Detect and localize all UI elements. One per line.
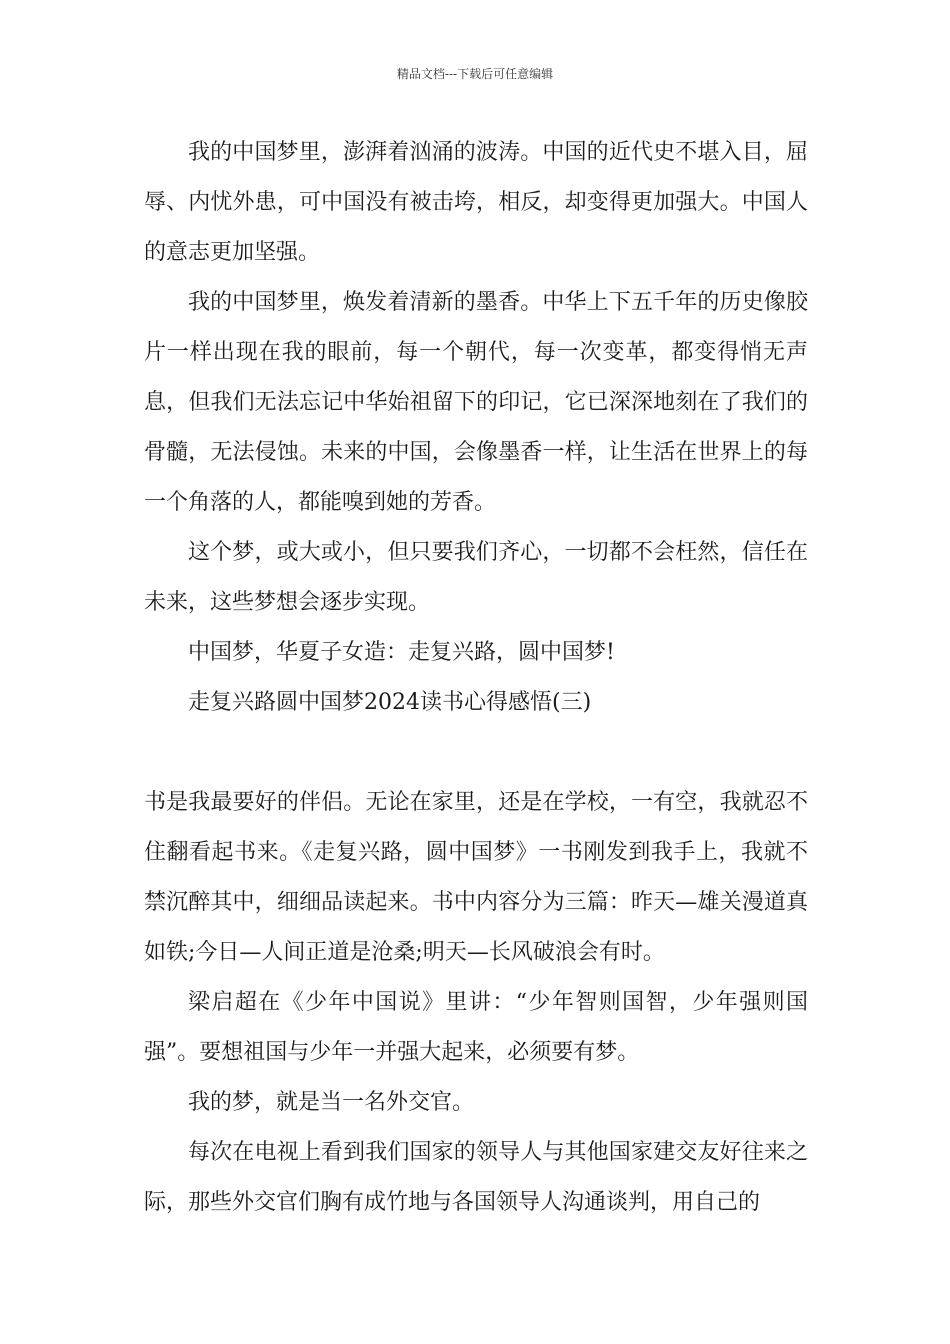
paragraph: 中国梦，华夏子女造：走复兴路，圆中国梦! (188, 640, 615, 665)
document-body (144, 128, 808, 1228)
paragraph: 我的梦，就是当一名外交官。 (188, 1090, 475, 1115)
paragraph: 我的中国梦里，澎湃着汹涌的波涛。中国的近代史不堪入目，屈辱、内忧外患，可中国没有被击垮，相反，却变得更加强大。中国人的意志更加坚强。 (144, 140, 808, 265)
paragraph: 这个梦，或大或小，但只要我们齐心，一切都不会枉然，信任在未来，这些梦想会逐步实现。 (144, 540, 808, 615)
paragraph: 每次在电视上看到我们国家的领导人与其他国家建交友好往来之际，那些外交官们胸有成竹地与各国领导人沟通谈判，用自己的 (144, 1140, 808, 1215)
page-header: 精品文档---下载后可任意编辑 (396, 67, 554, 81)
paragraph: 梁启超在《少年中国说》里讲：“少年智则国智，少年强则国强”。要想祖国与少年一并强大起来，必须要有梦。 (144, 990, 808, 1065)
paragraph: 书是我最要好的伴侣。无论在家里，还是在学校，一有空，我就忍不住翻看起书来。《走复兴路，圆中国梦》一书刚发到我手上，我就不禁沉醉其中，细细品读起来。书中内容分为三篇：昨天—雄关漫道真如铁;今日—人间正道是沧桑;明天—长风破浪会有时。 (144, 790, 808, 965)
section-title: 走复兴路圆中国梦2024读书心得感悟(三) (188, 690, 592, 715)
paragraph: 我的中国梦里，焕发着清新的墨香。中华上下五千年的历史像胶片一样出现在我的眼前，每一个朝代，每一次变革，都变得悄无声息，但我们无法忘记中华始祖留下的印记，它已深深地刻在了我们的骨髓，无法侵蚀。未来的中国，会像墨香一样，让生活在世界上的每一个角落的人，都能嗅到她的芳香。 (144, 290, 808, 515)
